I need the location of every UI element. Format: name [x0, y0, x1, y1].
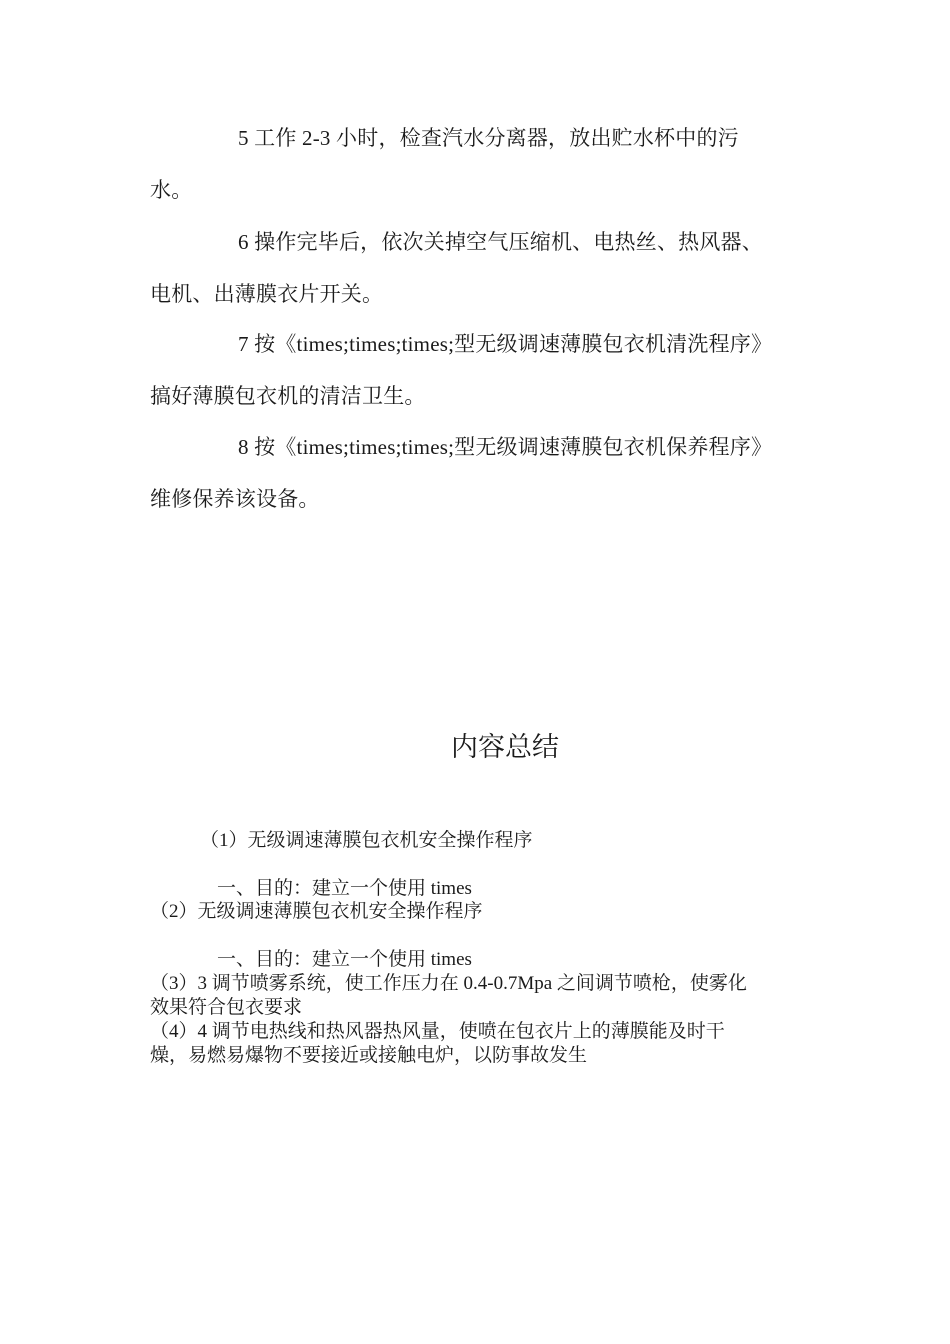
summary-line-5: （3）3 调节喷雾系统，使工作压力在 0.4-0.7Mpa 之间调节喷枪，使雾化 — [150, 973, 747, 994]
paragraph-8-line-2: 维修保养该设备。 — [150, 487, 320, 511]
paragraph-6-line-2: 电机、出薄膜衣片开关。 — [150, 282, 384, 306]
summary-line-8: 燥，易燃易爆物不要接近或接触电炉，以防事故发生 — [150, 1045, 588, 1066]
paragraph-5-line-1: 5 工作 2-3 小时，检查汽水分离器，放出贮水杯中的污 — [238, 126, 739, 150]
summary-line-4: 一、目的：建立一个使用 times — [217, 949, 472, 970]
paragraph-6-line-1: 6 操作完毕后，依次关掉空气压缩机、电热丝、热风器、 — [238, 230, 763, 254]
paragraph-5-line-2: 水。 — [150, 178, 193, 202]
paragraph-8-line-1: 8 按《times;times;times;型无级调速薄膜包衣机保养程序》 — [238, 435, 773, 459]
summary-line-7: （4）4 调节电热线和热风器热风量，使喷在包衣片上的薄膜能及时干 — [150, 1021, 725, 1042]
summary-line-2: 一、目的：建立一个使用 times — [217, 878, 472, 899]
paragraph-7-line-1: 7 按《times;times;times;型无级调速薄膜包衣机清洗程序》 — [238, 332, 773, 356]
summary-line-1: （1）无级调速薄膜包衣机安全操作程序 — [200, 830, 533, 851]
paragraph-7-line-2: 搞好薄膜包衣机的清洁卫生。 — [150, 384, 426, 408]
summary-line-6: 效果符合包衣要求 — [150, 997, 303, 1018]
summary-line-3: （2）无级调速薄膜包衣机安全操作程序 — [150, 901, 483, 922]
summary-title: 内容总结 — [451, 732, 559, 762]
